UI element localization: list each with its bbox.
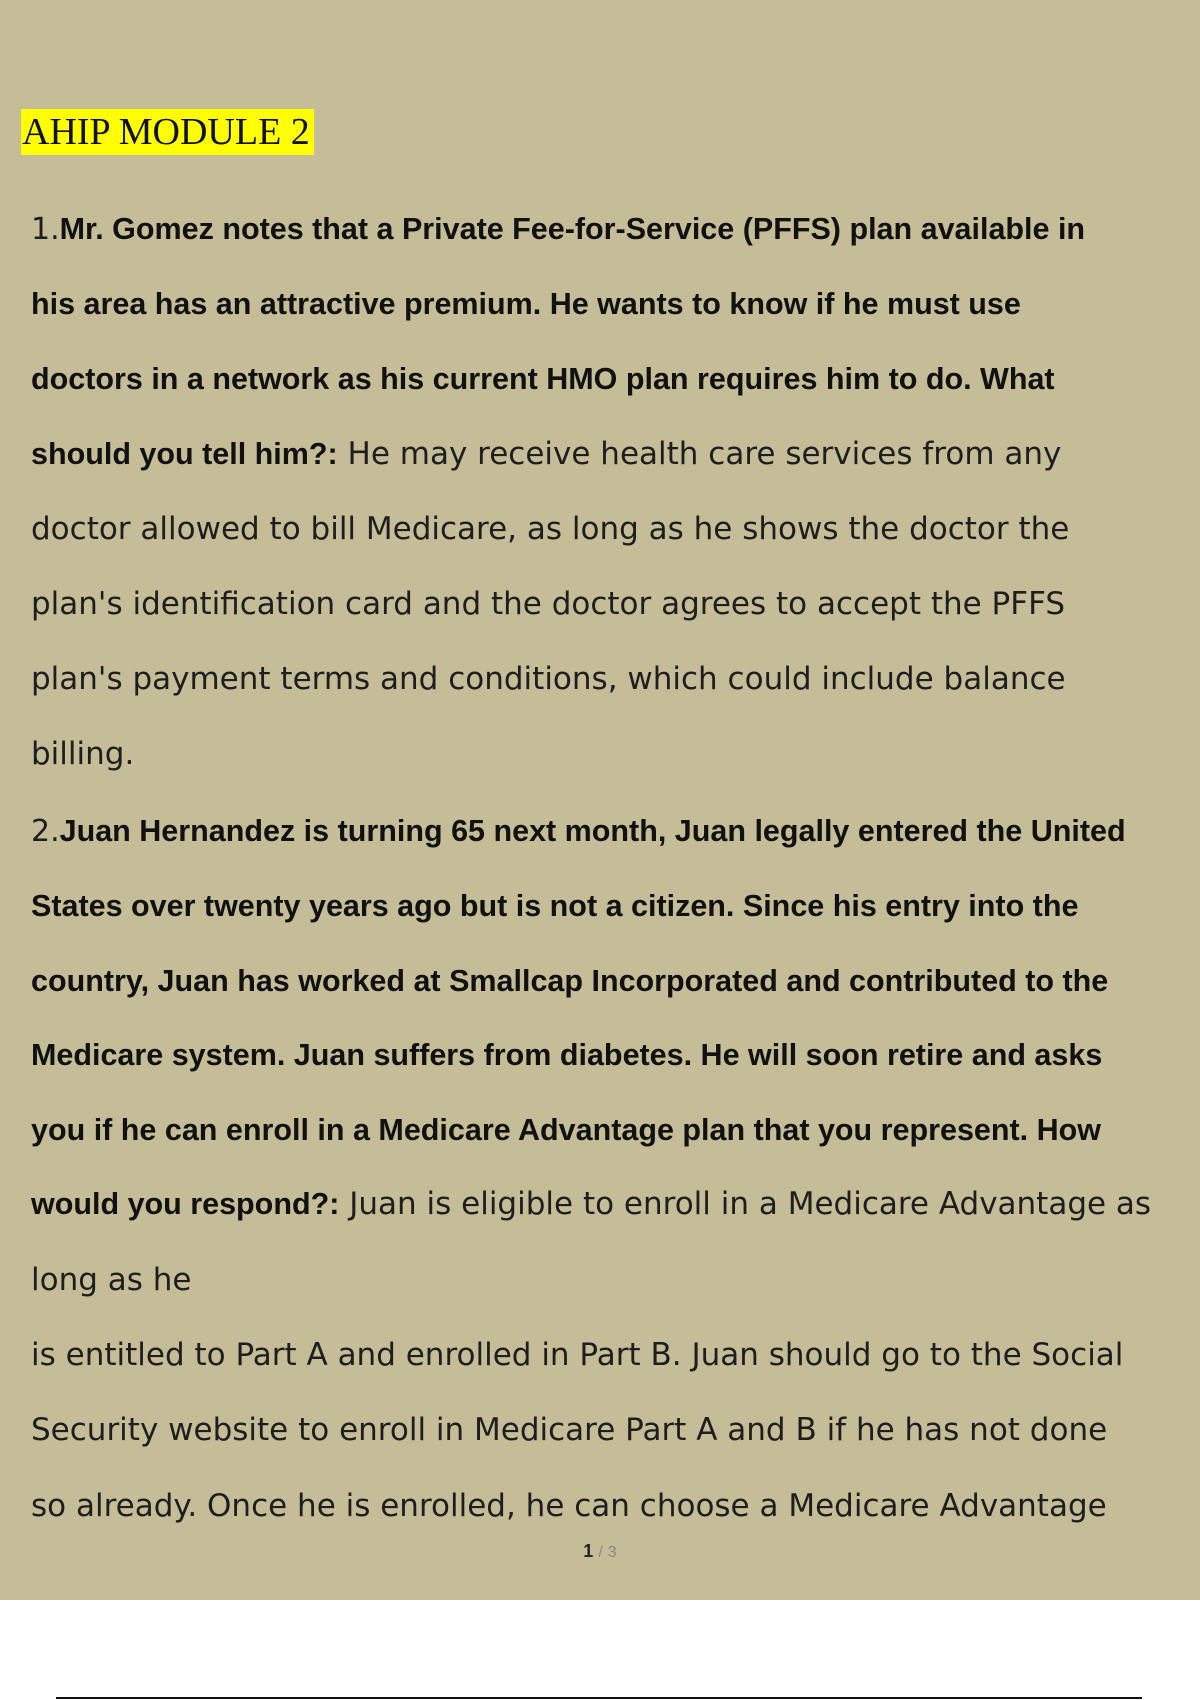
question-number: 2. xyxy=(31,814,60,849)
text-line xyxy=(31,717,134,792)
answer-text: Juan is eligible to enroll in a Medicare Advantage as xyxy=(339,1186,1152,1222)
total-pages: 3 xyxy=(607,1544,617,1561)
text-line xyxy=(31,1469,1107,1544)
question-text: country, Juan has worked at Smallcap Incorporated and contributed to the xyxy=(31,964,1109,998)
text-line xyxy=(31,417,1061,492)
question-text: his area has an attractive premium. He wants to know if he must use xyxy=(31,287,1021,321)
question-text: doctors in a network as his current HMO plan requires him to do. What xyxy=(31,362,1055,396)
question-text: you if he can enroll in a Medicare Advantage plan that you represent. How xyxy=(31,1113,1101,1147)
answer-text: Security website to enroll in Medicare Part A and B if he has not done xyxy=(31,1412,1108,1448)
text-line xyxy=(31,492,1069,567)
text-line xyxy=(31,1318,1123,1393)
question-text: would you respond?: xyxy=(31,1187,340,1221)
text-line xyxy=(31,1167,1151,1242)
answer-text: plan's payment terms and conditions, which could include balance xyxy=(31,661,1066,697)
text-line xyxy=(31,1393,1107,1468)
current-page: 1 xyxy=(583,1541,594,1561)
text-line xyxy=(31,267,1021,342)
question-number: 1. xyxy=(31,212,60,247)
answer-text: so already. Once he is enrolled, he can choose a Medicare Advantage xyxy=(31,1488,1107,1524)
document-title: AHIP MODULE 2 xyxy=(21,109,314,155)
text-line xyxy=(31,944,1108,1019)
page-separator: / xyxy=(598,1544,603,1561)
answer-text: plan's identification card and the doctor agrees to accept the PFFS xyxy=(31,586,1066,622)
answer-text: billing. xyxy=(31,736,135,772)
page-indicator xyxy=(0,1541,1200,1562)
divider-line xyxy=(56,1697,1142,1699)
text-line xyxy=(31,869,1078,944)
answer-text: doctor allowed to bill Medicare, as long as he shows the doctor the xyxy=(31,511,1070,547)
text-line xyxy=(31,192,1085,267)
text-line xyxy=(31,567,1065,642)
question-text: States over twenty years ago but is not a citizen. Since his entry into the xyxy=(31,889,1079,923)
text-line xyxy=(31,794,1126,869)
answer-text: He may receive health care services from any xyxy=(337,436,1062,472)
question-text: Mr. Gomez notes that a Private Fee-for-Service (PFFS) plan available in xyxy=(59,212,1086,246)
text-line xyxy=(31,1243,191,1318)
question-text: Juan Hernandez is turning 65 next month, Juan legally entered the United xyxy=(59,814,1126,848)
text-line xyxy=(31,1093,1101,1168)
answer-text: long as he xyxy=(31,1262,192,1298)
question-text: Medicare system. Juan suffers from diabetes. He will soon retire and asks xyxy=(31,1038,1103,1072)
text-line xyxy=(31,342,1055,417)
answer-text: is entitled to Part A and enrolled in Part B. Juan should go to the Social xyxy=(31,1337,1124,1373)
question-text: should you tell him?: xyxy=(31,437,338,471)
text-line xyxy=(31,642,1066,717)
text-line xyxy=(31,1018,1102,1093)
